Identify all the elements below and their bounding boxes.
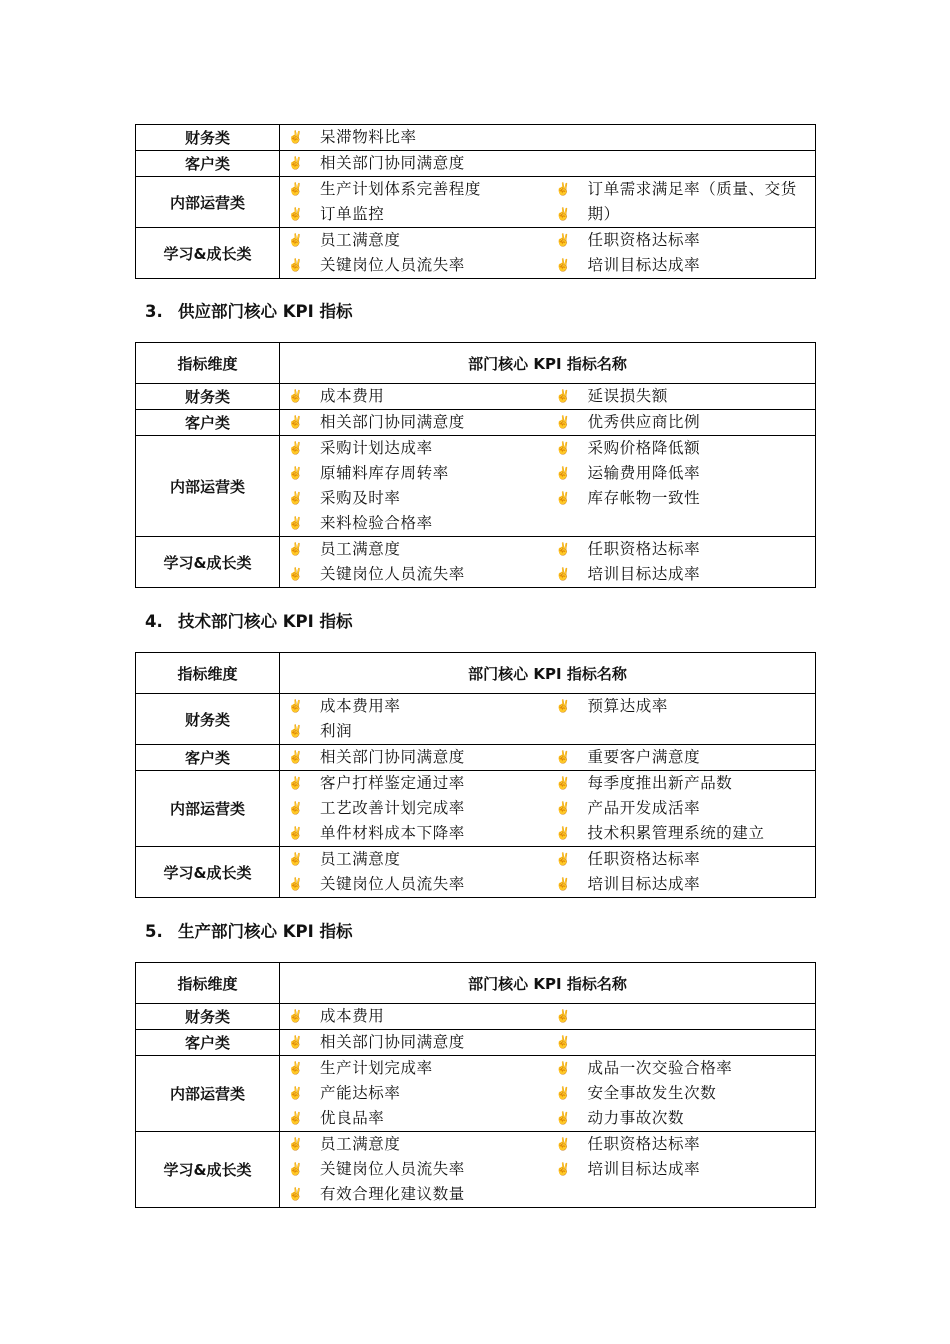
victory-hand-icon: ✌ [555,1111,572,1125]
kpi-item-text: 成本费用 [320,387,385,405]
victory-hand-icon: ✌ [288,1111,304,1125]
table-row [136,1132,816,1208]
table-block-continuation [135,124,816,279]
victory-hand-icon: ✌ [555,542,572,556]
kpi-item-text: 关键岗位人员流失率 [320,1160,465,1178]
kpi-item-text: 订单监控 [320,205,385,223]
victory-hand-icon: ✌ [288,877,304,891]
dimension-label: 客户类 [136,151,280,177]
kpi-column-left [280,847,548,897]
victory-hand-icon: ✌ [555,1086,572,1100]
header-kpi-name: 部门核心 KPI 指标名称 [280,963,816,1004]
kpi-items-cell [280,384,816,410]
kpi-item-text: 产品开发成活率 [587,799,701,817]
kpi-item-text: 培训目标达成率 [587,875,701,893]
table-row [136,151,816,177]
kpi-column-right [548,151,816,176]
header-kpi-name: 部门核心 KPI 指标名称 [280,653,816,694]
kpi-item-text: 员工满意度 [320,1135,401,1153]
header-kpi-name: 部门核心 KPI 指标名称 [280,343,816,384]
kpi-column-left [280,410,548,435]
victory-hand-icon: ✌ [555,1009,572,1023]
kpi-table-supply [135,342,816,588]
kpi-column-right [548,177,816,227]
kpi-column-right [548,1132,816,1207]
victory-hand-icon: ✌ [555,182,572,196]
list-item [548,745,816,770]
victory-hand-icon: ✌ [555,699,572,713]
kpi-item-text: 有效合理化建议数量 [320,1185,465,1203]
list-item [280,228,548,253]
table-row [136,410,816,436]
table-row [136,1004,816,1030]
list-item [280,562,548,587]
kpi-column-left [280,436,548,536]
list-item [280,384,548,409]
header-dimension: 指标维度 [136,963,280,1004]
dimension-label: 内部运营类 [136,1056,280,1132]
section-number: 5. [145,922,163,941]
kpi-items-cell [280,745,816,771]
table-block-supply [135,342,816,588]
kpi-table-tech [135,652,816,898]
section-heading-supply [145,298,353,322]
table-row [136,125,816,151]
list-item [548,847,816,872]
dimension-label: 内部运营类 [136,436,280,537]
kpi-item-text: 关键岗位人员流失率 [320,256,465,274]
list-item [548,253,816,278]
table-row [136,537,816,588]
list-item [548,821,816,846]
kpi-column-right [548,1056,816,1131]
kpi-item-text: 成本费用率 [320,697,401,715]
kpi-item-text: 产能达标率 [320,1084,401,1102]
kpi-items-cell [280,228,816,279]
kpi-column-right [548,1004,816,1029]
kpi-column-right [548,125,816,150]
victory-hand-icon: ✌ [288,233,304,247]
list-item [548,537,816,562]
list-item [280,125,548,150]
list-item [280,745,548,770]
kpi-item-text: 员工满意度 [320,540,401,558]
list-item [280,771,548,796]
kpi-column-left [280,384,548,409]
list-item [280,436,548,461]
list-item [280,486,548,511]
list-item [280,1004,548,1029]
kpi-item-text: 优秀供应商比例 [587,413,701,431]
kpi-column-right [548,847,816,897]
victory-hand-icon: ✌ [555,233,572,247]
kpi-item-text: 来料检验合格率 [320,514,433,532]
kpi-item-text: 员工满意度 [320,850,401,868]
victory-hand-icon: ✌ [555,415,572,429]
list-item [280,1182,548,1207]
list-item [548,771,816,796]
victory-hand-icon: ✌ [555,1162,572,1176]
dimension-label: 客户类 [136,410,280,436]
kpi-item-text: 库存帐物一致性 [587,489,701,507]
list-item [280,872,548,897]
kpi-item-text: 利润 [320,722,353,740]
list-item [280,1132,548,1157]
victory-hand-icon: ✌ [288,699,304,713]
dimension-label: 财务类 [136,125,280,151]
table-header-row [136,343,816,384]
kpi-item-text: 采购及时率 [320,489,401,507]
victory-hand-icon: ✌ [555,466,572,480]
table-row [136,745,816,771]
victory-hand-icon: ✌ [555,750,572,764]
kpi-item-text: 采购价格降低额 [587,439,701,457]
list-item [548,1132,816,1157]
kpi-item-text: 相关部门协同满意度 [320,413,465,431]
dimension-label: 学习&成长类 [136,1132,280,1208]
list-item [280,1056,548,1081]
kpi-column-left [280,228,548,278]
victory-hand-icon: ✌ [288,1009,304,1023]
kpi-items-cell [280,1132,816,1208]
list-item [548,461,816,486]
victory-hand-icon: ✌ [555,258,572,272]
kpi-item-text: 单件材料成本下降率 [320,824,465,842]
kpi-item-text: 生产计划完成率 [320,1059,433,1077]
dimension-label: 客户类 [136,1030,280,1056]
list-item [548,202,816,227]
victory-hand-icon: ✌ [288,182,304,196]
victory-hand-icon: ✌ [288,258,304,272]
kpi-items-cell [280,1004,816,1030]
kpi-item-text: 培训目标达成率 [587,1160,701,1178]
victory-hand-icon: ✌ [288,389,304,403]
kpi-item-text: 成本费用 [320,1007,385,1025]
header-dimension: 指标维度 [136,653,280,694]
kpi-items-cell [280,771,816,847]
kpi-item-text: 关键岗位人员流失率 [320,875,465,893]
kpi-column-right [548,410,816,435]
kpi-item-text: 任职资格达标率 [587,1135,701,1153]
list-item [280,537,548,562]
kpi-items-cell [280,1030,816,1056]
table-row [136,384,816,410]
table-block-production [135,962,816,1208]
kpi-item-text: 期） [587,205,620,223]
kpi-column-left [280,694,548,744]
dimension-label: 财务类 [136,1004,280,1030]
kpi-item-text: 任职资格达标率 [587,850,701,868]
kpi-item-text: 动力事故次数 [587,1109,685,1127]
kpi-items-cell [280,537,816,588]
victory-hand-icon: ✌ [555,801,572,815]
victory-hand-icon: ✌ [555,567,572,581]
dimension-label: 财务类 [136,384,280,410]
table-row [136,436,816,537]
victory-hand-icon: ✌ [288,1162,304,1176]
kpi-items-cell [280,847,816,898]
section-title: 供应部门核心 KPI 指标 [178,302,353,321]
victory-hand-icon: ✌ [555,207,572,221]
list-item [280,511,548,536]
dimension-label: 客户类 [136,745,280,771]
victory-hand-icon: ✌ [555,491,572,505]
kpi-item-text: 安全事故发生次数 [587,1084,717,1102]
list-item [280,847,548,872]
kpi-item-text: 相关部门协同满意度 [320,154,465,172]
dimension-label: 学习&成长类 [136,847,280,898]
victory-hand-icon: ✌ [288,1061,304,1075]
dimension-label: 财务类 [136,694,280,745]
kpi-column-left [280,1056,548,1131]
kpi-item-text: 运输费用降低率 [587,464,701,482]
victory-hand-icon: ✌ [288,826,304,840]
table-row [136,177,816,228]
victory-hand-icon: ✌ [555,441,572,455]
kpi-item-text [588,1030,816,1055]
kpi-column-left [280,1132,548,1207]
victory-hand-icon: ✌ [555,776,572,790]
kpi-item-text: 订单需求满足率（质量、交货 [587,180,797,198]
kpi-item-text: 相关部门协同满意度 [320,748,465,766]
list-item [280,1106,548,1131]
section-title: 技术部门核心 KPI 指标 [178,612,353,631]
kpi-item-text: 延误损失额 [587,387,669,405]
kpi-item-text: 优良品率 [320,1109,385,1127]
victory-hand-icon: ✌ [555,1137,572,1151]
table-row [136,694,816,745]
kpi-column-left [280,745,548,770]
kpi-column-left [280,177,548,227]
kpi-items-cell [280,1056,816,1132]
section-heading-tech [145,608,353,632]
list-item [280,202,548,227]
kpi-column-right [548,745,816,770]
list-item [548,694,816,719]
kpi-item-text: 每季度推出新产品数 [587,774,733,792]
kpi-item-text: 员工满意度 [320,231,401,249]
list-item [280,151,548,176]
kpi-column-left [280,537,548,587]
victory-hand-icon: ✌ [555,1061,572,1075]
kpi-item-text [588,1004,816,1029]
list-item [280,1081,548,1106]
dimension-label: 学习&成长类 [136,537,280,588]
kpi-items-cell [280,177,816,228]
kpi-item-text: 培训目标达成率 [587,256,701,274]
victory-hand-icon: ✌ [288,852,304,866]
kpi-column-right [548,228,816,278]
list-item [280,694,548,719]
table-row [136,771,816,847]
header-dimension: 指标维度 [136,343,280,384]
kpi-column-right [548,771,816,846]
victory-hand-icon: ✌ [288,415,304,429]
list-item [548,436,816,461]
kpi-item-text: 客户打样鉴定通过率 [320,774,465,792]
kpi-column-right [548,694,816,744]
victory-hand-icon: ✌ [555,852,572,866]
list-item [280,461,548,486]
list-item [548,1106,816,1131]
kpi-item-text: 工艺改善计划完成率 [320,799,465,817]
victory-hand-icon: ✌ [555,389,572,403]
list-item [548,1004,816,1029]
list-item [548,177,816,202]
list-item [280,821,548,846]
victory-hand-icon: ✌ [288,1187,304,1201]
kpi-items-cell [280,410,816,436]
victory-hand-icon: ✌ [288,724,304,738]
list-item [280,1030,548,1055]
kpi-column-left [280,771,548,846]
table-row [136,847,816,898]
list-item [548,1157,816,1182]
kpi-item-text: 成品一次交验合格率 [587,1059,733,1077]
kpi-item-text: 采购计划达成率 [320,439,433,457]
victory-hand-icon: ✌ [288,542,304,556]
victory-hand-icon: ✌ [288,156,304,170]
table-block-tech [135,652,816,898]
kpi-item-text: 技术积累管理系统的建立 [587,824,765,842]
section-number: 3. [145,302,163,321]
dimension-label: 学习&成长类 [136,228,280,279]
list-item [548,562,816,587]
victory-hand-icon: ✌ [288,801,304,815]
victory-hand-icon: ✌ [555,826,572,840]
kpi-column-right [548,1030,816,1055]
victory-hand-icon: ✌ [288,516,304,530]
kpi-items-cell [280,151,816,177]
victory-hand-icon: ✌ [288,130,304,144]
kpi-items-cell [280,694,816,745]
table-header-row [136,653,816,694]
victory-hand-icon: ✌ [288,491,304,505]
victory-hand-icon: ✌ [288,567,304,581]
section-number: 4. [145,612,163,631]
kpi-item-text: 呆滞物料比率 [320,128,417,146]
kpi-items-cell [280,125,816,151]
list-item [280,253,548,278]
kpi-column-right [548,384,816,409]
kpi-table-continuation [135,124,816,279]
victory-hand-icon: ✌ [288,441,304,455]
section-title: 生产部门核心 KPI 指标 [178,922,353,941]
kpi-item-text: 培训目标达成率 [587,565,701,583]
kpi-column-left [280,125,548,150]
dimension-label: 内部运营类 [136,177,280,228]
table-row [136,228,816,279]
list-item [280,1157,548,1182]
kpi-item-text: 相关部门协同满意度 [320,1033,465,1051]
victory-hand-icon: ✌ [288,750,304,764]
kpi-items-cell [280,436,816,537]
kpi-item-text: 原辅料库存周转率 [320,464,449,482]
kpi-column-right [548,436,816,536]
victory-hand-icon: ✌ [288,776,304,790]
list-item [280,796,548,821]
kpi-column-left [280,1030,548,1055]
victory-hand-icon: ✌ [555,1035,572,1049]
section-heading-production [145,918,353,942]
list-item [548,796,816,821]
kpi-column-right [548,537,816,587]
list-item [548,384,816,409]
victory-hand-icon: ✌ [288,1035,304,1049]
list-item [548,1056,816,1081]
table-row [136,1056,816,1132]
kpi-column-left [280,151,548,176]
kpi-table-production [135,962,816,1208]
kpi-item-text: 任职资格达标率 [587,540,701,558]
victory-hand-icon: ✌ [288,207,304,221]
dimension-label: 内部运营类 [136,771,280,847]
table-row [136,1030,816,1056]
list-item [280,410,548,435]
kpi-item-text: 生产计划体系完善程度 [320,180,482,198]
list-item [548,1030,816,1055]
list-item [548,410,816,435]
kpi-item-text: 重要客户满意度 [587,748,701,766]
kpi-column-left [280,1004,548,1029]
list-item [280,177,548,202]
victory-hand-icon: ✌ [555,877,572,891]
list-item [548,228,816,253]
list-item [280,719,548,744]
list-item [548,1081,816,1106]
table-header-row [136,963,816,1004]
victory-hand-icon: ✌ [288,466,304,480]
list-item [548,872,816,897]
kpi-item-text: 预算达成率 [587,697,669,715]
list-item [548,486,816,511]
victory-hand-icon: ✌ [288,1137,304,1151]
kpi-item-text: 关键岗位人员流失率 [320,565,465,583]
kpi-item-text: 任职资格达标率 [587,231,701,249]
victory-hand-icon: ✌ [288,1086,304,1100]
